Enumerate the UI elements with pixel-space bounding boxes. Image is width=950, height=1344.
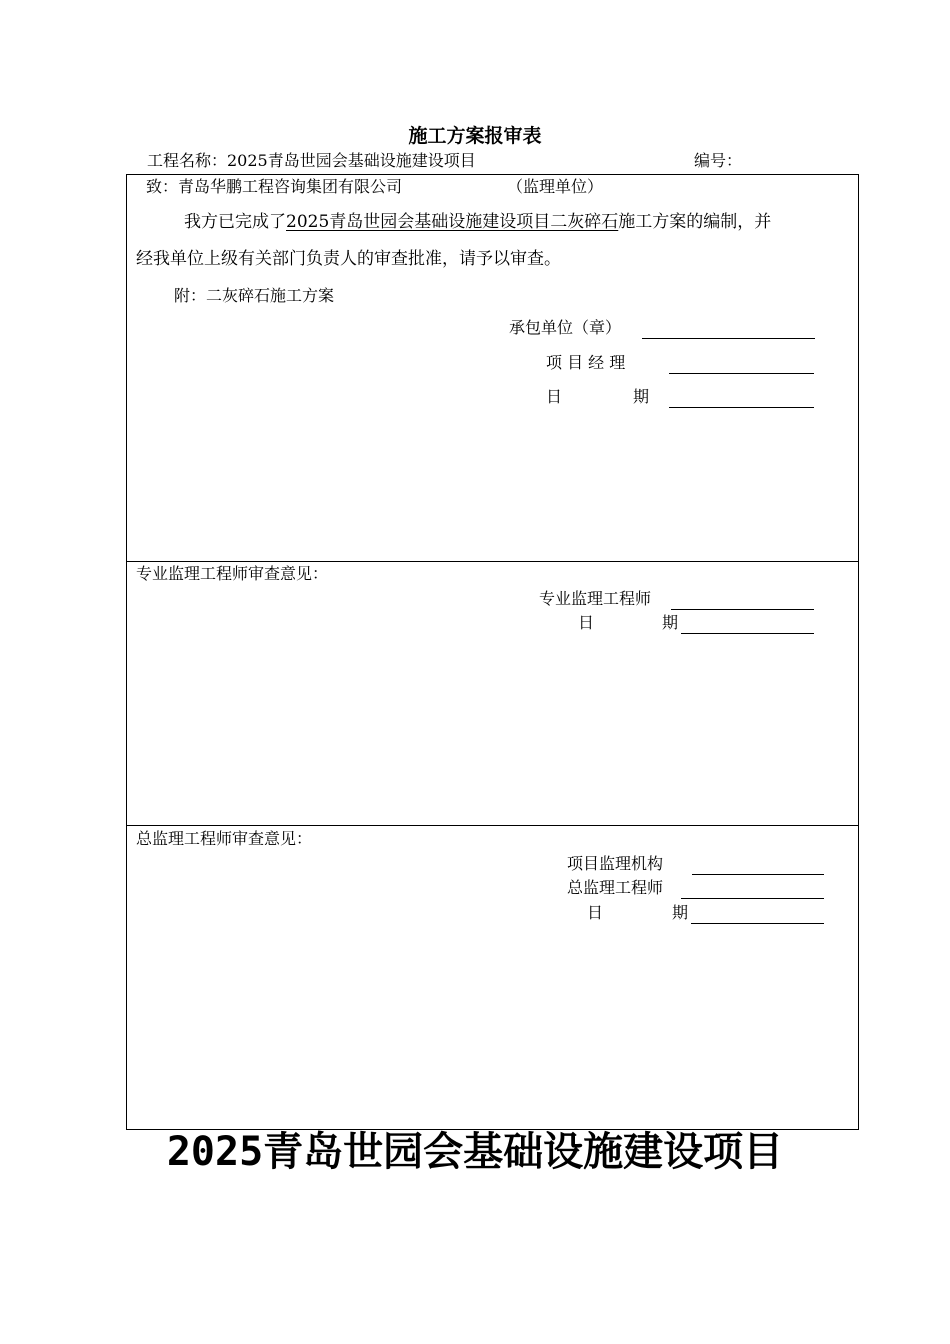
contractor-seal-line bbox=[642, 322, 815, 339]
date-label-b: 期 bbox=[633, 387, 650, 406]
chief-engineer-label: 总监理工程师 bbox=[567, 878, 664, 897]
form-title: 施工方案报审表 bbox=[408, 125, 542, 147]
body-underlined-subject: 2025青岛世园会基础设施建设项目二灰碎石 bbox=[286, 212, 619, 232]
number-label: 编号： bbox=[694, 151, 743, 170]
addressee-unit: （监理单位） bbox=[507, 177, 604, 196]
contractor-seal-label: 承包单位（章） bbox=[509, 318, 622, 337]
submission-body-line2: 经我单位上级有关部门负责人的审查批准，请予以审查。 bbox=[136, 249, 561, 269]
date-label-a: 日 bbox=[546, 387, 563, 406]
addressee-line: 致：青岛华鹏工程咨询集团有限公司 bbox=[146, 177, 403, 196]
specialist-date-label-a: 日 bbox=[578, 613, 595, 632]
chief-date-line bbox=[691, 907, 824, 924]
project-manager-label: 项 目 经 理 bbox=[546, 353, 626, 372]
chief-engineer-line bbox=[681, 882, 824, 899]
chief-date-label-b: 期 bbox=[672, 903, 689, 922]
date-line bbox=[669, 391, 814, 408]
specialist-review-heading: 专业监理工程师审查意见： bbox=[136, 564, 329, 583]
specialist-engineer-label: 专业监理工程师 bbox=[539, 589, 652, 608]
specialist-date-line bbox=[681, 617, 814, 634]
supervision-org-label: 项目监理机构 bbox=[567, 854, 664, 873]
project-name-label: 工程名称：2025青岛世园会基础设施建设项目 bbox=[147, 151, 476, 170]
footer-project-name: 2025青岛世园会基础设施建设项目 bbox=[166, 1129, 784, 1175]
body-suffix: 施工方案的编制，并 bbox=[618, 212, 772, 232]
project-manager-line bbox=[669, 357, 814, 374]
attachment-line: 附：二灰碎石施工方案 bbox=[174, 286, 335, 305]
specialist-date-label-b: 期 bbox=[662, 613, 679, 632]
supervision-org-line bbox=[692, 858, 824, 875]
chief-review-heading: 总监理工程师审查意见： bbox=[136, 829, 313, 848]
specialist-engineer-line bbox=[671, 593, 814, 610]
chief-date-label-a: 日 bbox=[587, 903, 604, 922]
body-prefix: 我方已完成了 bbox=[184, 212, 286, 232]
submission-body-line1 bbox=[184, 214, 771, 231]
